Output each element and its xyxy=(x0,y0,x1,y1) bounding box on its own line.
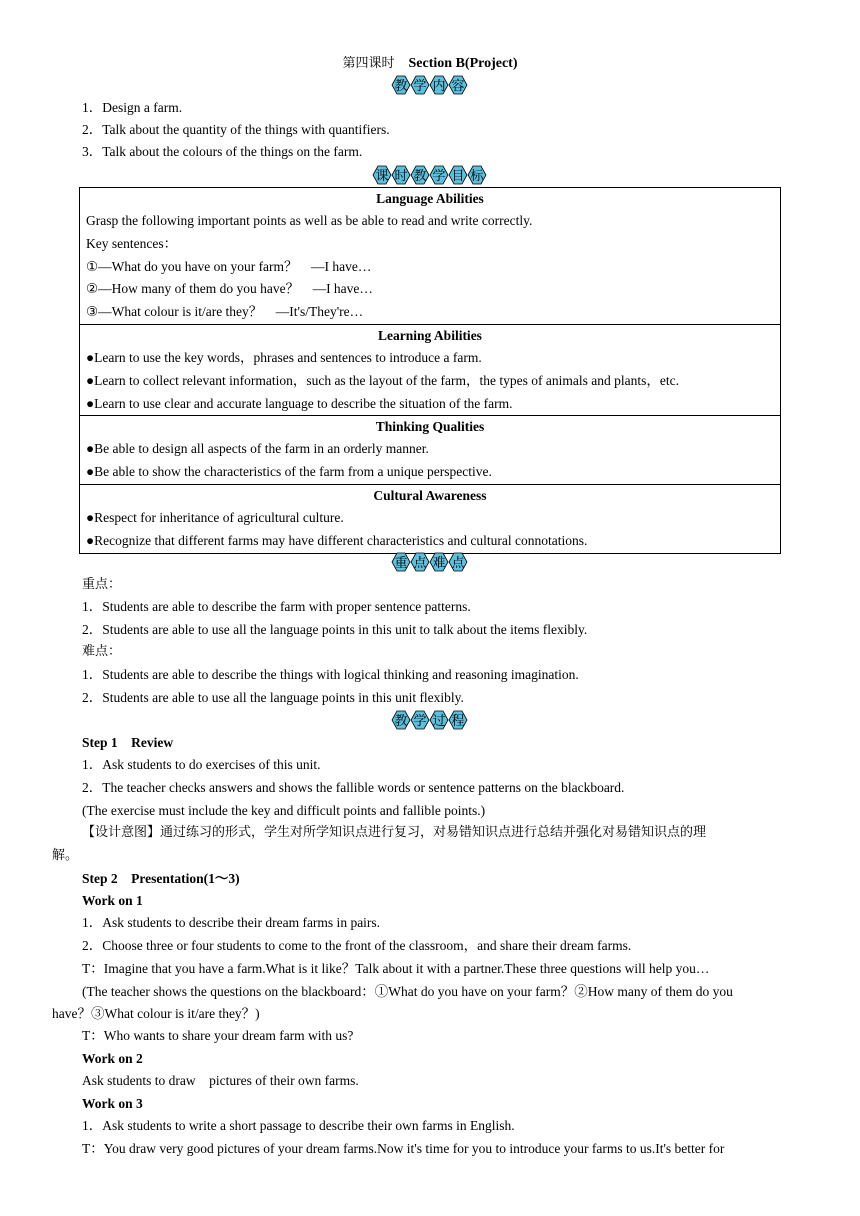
language-abilities-cell xyxy=(80,188,781,325)
section-label: Section B(Project) xyxy=(408,56,518,71)
cultural-awareness-cell xyxy=(80,484,781,553)
difficult-point-item: 2．Students are able to use all the language points in this unit flexibly. xyxy=(82,690,464,705)
banner-char: 程 xyxy=(451,714,465,729)
banner-content-hexes xyxy=(388,74,472,96)
step1-item: 1．Ask students to do exercises of this unit. xyxy=(82,757,321,772)
goal-line: ②—How many of them do you have？ —I have… xyxy=(86,281,373,297)
banner-char: 课 xyxy=(375,169,389,184)
banner-char: 时 xyxy=(394,169,408,184)
goal-line: ●Be able to design all aspects of the farm in an orderly manner. xyxy=(86,441,429,457)
banner-char: 过 xyxy=(432,714,446,729)
banner-lesson-objectives xyxy=(0,164,860,186)
difficult-points-label: 难点： xyxy=(82,644,122,659)
work3-dialogue: T：You draw very good pictures of your dream farms.Now it's time for you to introduce your farms to us.It's better for xyxy=(82,1141,725,1156)
goal-line: ●Learn to collect relevant information，such as the layout of the farm，the types of animals and plants，etc. xyxy=(86,372,679,388)
work3-title: Work on 3 xyxy=(82,1096,143,1111)
content-item: 2．Talk about the quantity of the things with quantifiers. xyxy=(82,122,390,137)
banner-process-hexes xyxy=(388,709,472,731)
banner-char: 教 xyxy=(413,169,427,184)
goal-line: Key sentences： xyxy=(86,235,178,251)
banner-char: 学 xyxy=(432,169,446,184)
goal-line: ●Be able to show the characteristics of the farm from a unique perspective. xyxy=(86,464,492,480)
banner-char: 点 xyxy=(451,556,465,571)
work1-item: 2．Choose three or four students to come to the front of the classroom，and share their dream farms. xyxy=(82,938,632,953)
design-intent-continued: 解。 xyxy=(52,848,79,863)
difficult-point-item: 1．Students are able to describe the things with logical thinking and reasoning imagination. xyxy=(82,667,579,682)
work1-title: Work on 1 xyxy=(82,893,143,908)
goal-line: Grasp the following important points as well as be able to read and write correctly. xyxy=(86,213,533,228)
banner-char: 目 xyxy=(451,169,465,184)
page-title xyxy=(0,55,860,73)
banner-char: 教 xyxy=(394,714,408,729)
thinking-qualities-cell xyxy=(80,416,781,485)
key-point-item: 2．Students are able to use all the language points in this unit to talk about the items flexibly. xyxy=(82,622,588,637)
banner-char: 点 xyxy=(413,556,427,571)
thinking-qualities-heading: Thinking Qualities xyxy=(375,419,485,435)
cultural-awareness-heading: Cultural Awareness xyxy=(373,487,487,503)
objectives-table xyxy=(79,187,781,554)
goal-line: ●Respect for inheritance of agricultural culture. xyxy=(86,509,344,525)
banner-teaching-content xyxy=(0,74,860,96)
banner-char: 难 xyxy=(432,556,446,571)
banner-char: 容 xyxy=(451,79,465,94)
key-point-item: 1．Students are able to describe the farm with proper sentence patterns. xyxy=(82,599,471,614)
content-item: 3．Talk about the colours of the things on the farm. xyxy=(82,144,363,159)
work2-item: Ask students to draw pictures of their own farms. xyxy=(82,1073,359,1088)
key-points-label: 重点： xyxy=(82,577,122,592)
goal-line: ①—What do you have on your farm？ —I have… xyxy=(86,258,372,274)
goal-line: ●Learn to use clear and accurate language to describe the situation of the farm. xyxy=(86,395,513,411)
banner-key-difficult-points xyxy=(0,551,860,573)
learning-abilities-heading: Learning Abilities xyxy=(378,327,482,343)
work1-item: 1．Ask students to describe their dream farms in pairs. xyxy=(82,915,381,930)
learning-abilities-cell xyxy=(80,324,781,415)
work1-note-continued: have？③What colour is it/are they？) xyxy=(52,1006,260,1021)
banner-keypoints-hexes xyxy=(388,551,472,573)
goal-line: ③—What colour is it/are they？ —It's/They're… xyxy=(86,304,364,320)
step1-title: Step 1 Review xyxy=(82,735,174,750)
banner-char: 学 xyxy=(413,714,427,729)
banner-char: 学 xyxy=(413,79,427,94)
lesson-label: 第四课时 xyxy=(342,56,395,71)
banner-char: 内 xyxy=(432,79,446,94)
banner-objectives-hexes xyxy=(369,164,491,186)
work1-note: (The teacher shows the questions on the blackboard：①What do you have on your farm？②How many of them do you xyxy=(82,984,733,999)
work3-item: 1．Ask students to write a short passage to describe their own farms in English. xyxy=(82,1118,515,1133)
goal-line: ●Learn to use the key words，phrases and sentences to introduce a farm. xyxy=(86,349,482,365)
work2-title: Work on 2 xyxy=(82,1051,143,1066)
work1-dialogue: T：Who wants to share your dream farm with us? xyxy=(82,1028,354,1043)
content-item: 1．Design a farm. xyxy=(82,100,183,115)
step1-note: (The exercise must include the key and difficult points and fallible points.) xyxy=(82,803,486,818)
banner-char: 标 xyxy=(470,169,484,184)
step1-item: 2．The teacher checks answers and shows the fallible words or sentence patterns on the blackboard. xyxy=(82,780,625,795)
banner-char: 教 xyxy=(394,79,408,94)
design-intent: 【设计意图】通过练习的形式，学生对所学知识点进行复习，对易错知识点进行总结并强化对易错知识点的理 xyxy=(82,825,707,840)
banner-char: 重 xyxy=(394,556,408,571)
language-abilities-heading: Language Abilities xyxy=(376,191,484,206)
goal-line: ●Recognize that different farms may have different characteristics and cultural connotations. xyxy=(86,532,588,548)
work1-dialogue: T：Imagine that you have a farm.What is it like？Talk about it with a partner.These three questions will help you… xyxy=(82,961,710,976)
banner-teaching-process xyxy=(0,709,860,731)
step2-title: Step 2 Presentation(1～3) xyxy=(82,871,240,886)
